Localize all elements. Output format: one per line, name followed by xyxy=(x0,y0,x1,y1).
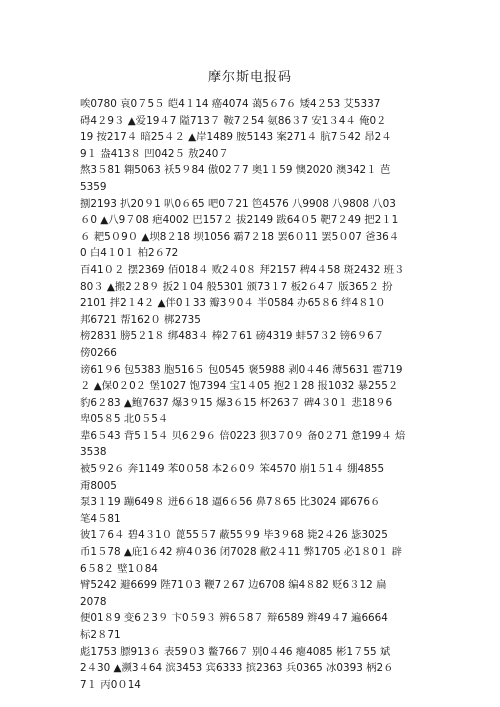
text-line: 臂5242 避6699 陛71０3 鞭7２67 边6708 编4８82 贬6３12 扁 xyxy=(80,579,387,592)
text-line: 3538 xyxy=(80,446,107,459)
text-line: 便01８9 变6２3９ 卞0５9３ 辨6５8７ 辩6589 辫49４7 遍6664 xyxy=(80,612,388,625)
code-table-text xyxy=(80,96,425,693)
text-line: 笔4５81 xyxy=(80,512,121,525)
text-line: ６0 ▲八9７08 疤4002 巴157２ 拔2149 跋64０5 靶7２49 把2１1 xyxy=(80,214,399,227)
text-line: 甭8005 xyxy=(80,479,117,492)
text-line: 2078 xyxy=(80,595,107,608)
text-line: 币1５78 ▲庇1６42 痹4０36 闭7028 敝2４11 弊1705 必1８0１ 辟 xyxy=(80,546,403,559)
text-line: 9１ 盎413８ 凹042５ 敖240７ xyxy=(80,147,229,160)
text-line: 0 白4１0１ 柏2６72 xyxy=(80,247,179,260)
text-line: 唉0780 哀0７5５ 皑4１14 癌4074 蔼5６7６ 矮4２53 艾5337 xyxy=(80,98,381,110)
text-line: ６ 耙5０9０ ▲坝8２18 坝1056 霸7２18 罢6０11 罢5０07 爸36４ xyxy=(80,230,400,243)
text-line: 19 按217４ 暗25４２ ▲岸1489 胺5143 案271４ 肮7５42 昂2４ xyxy=(80,131,392,144)
page-title: 摩尔斯电报码 xyxy=(207,70,292,85)
text-line: ２ ▲保0２0２ 堡1027 饱7394 宝1４05 抱2１28 报1032 暴255２ xyxy=(80,380,399,393)
text-line: 邦6721 帮162０ 梆2735 xyxy=(80,313,201,326)
text-line: 谤61９6 包5383 胞516５ 包0545 褒5988 剥0４46 薄5631 雹719 xyxy=(80,363,403,376)
text-line: 5359 xyxy=(80,180,107,193)
text-line: 泵3１19 蹦649８ 迸6６18 逼6６56 鼻7８65 比3024 鄙676６ xyxy=(80,496,381,509)
text-line: 卑05８5 北0５5４ xyxy=(80,413,169,426)
text-line: 彪1753 膘913６ 表59０3 鳖766７ 别0４46 瘪4085 彬1７55 斌 xyxy=(80,645,391,658)
text-line: 豹6２83 ▲鲍7637 爆3９15 爆3６15 杯263７ 碑4３0１ 悲18９6 xyxy=(80,396,393,409)
text-line: 彼1７6４ 碧4３1０ 蓖55５7 蔽55９9 毕3９68 毙2４26 毖3025 xyxy=(80,529,388,542)
text-line: 80３ ▲搬2２8９ 扳2１04 般5301 颁73１7 板2６4７ 版365２ 扮 xyxy=(80,280,393,293)
text-line: 百41０２ 摆2369 佰018４ 败2４0８ 拜2157 稗4４58 斑2432 班３ xyxy=(80,263,405,276)
text-line: 被5９2６ 奔1149 苯0０58 本2６0９ 笨4570 崩1５1４ 绷4855 xyxy=(80,463,385,476)
text-line: 傍0266 xyxy=(80,346,117,359)
text-line: 捌2193 扒20９1 叭0６65 吧0７21 笆4576 八9908 八9808 八03 xyxy=(80,197,396,210)
text-line: 标2８71 xyxy=(80,629,121,641)
text-line: 2４30 ▲濒3４64 滨3453 宾6333 摈2363 兵0365 冰0393 柄2６ xyxy=(80,662,394,675)
text-line: 碍4２9３ ▲爱19４7 隘713７ 鞍7２54 氨86３7 安1３4４ 俺0２ xyxy=(80,114,387,127)
text-line: 辈6５43 背5１5４ 贝6２9６ 倍0223 狈3７0９ 备0２71 惫199４ 焙 xyxy=(80,429,406,442)
text-line: 6５8２ 壁1０84 xyxy=(80,562,158,575)
text-line: 榜2831 膀5２1８ 绑483４ 棒2７61 磅4319 蚌57３2 镑6９6７ xyxy=(80,330,385,343)
text-line: 熬3５81 翱5063 袄5９84 傲02７7 奥1１59 懊2020 澳342１ 芭 xyxy=(80,164,391,177)
text-line: 2101 拌2１4２ ▲伴0１33 瓣3９0４ 半0584 办65８6 绊4８1０ xyxy=(80,297,386,310)
text-line: 7１ 丙0０14 xyxy=(80,678,141,691)
